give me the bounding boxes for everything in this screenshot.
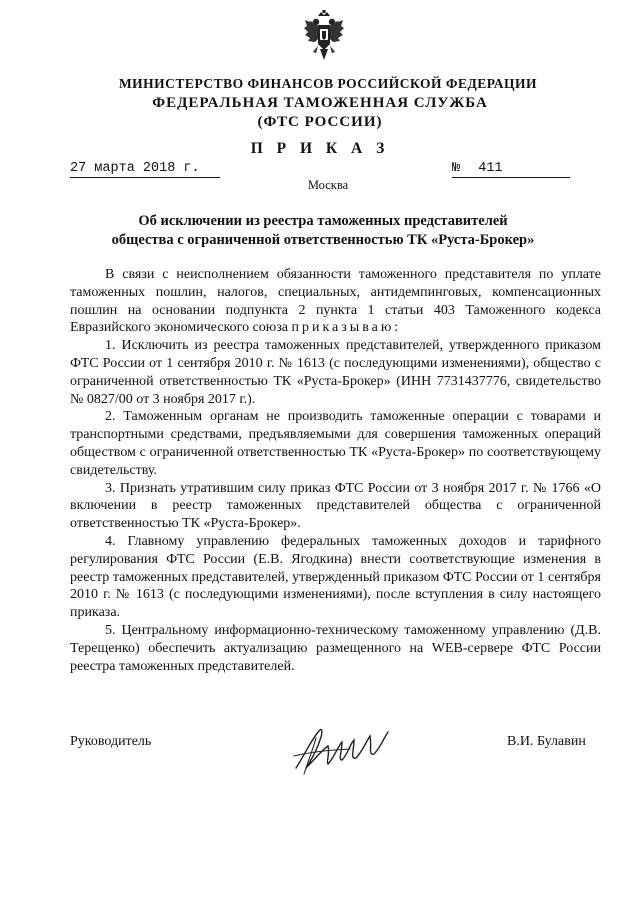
coat-of-arms-icon (302, 10, 346, 62)
order-subject (70, 212, 576, 250)
service-name: ФЕДЕРАЛЬНАЯ ТАМОЖЕННАЯ СЛУЖБА (152, 95, 488, 111)
order-item-4: 4. Главному управлению федеральных таможенных доходов и тарифного регулирования ФТС России (Е.В. Ягодкина) внести соответствующие изменения в реестр таможенных представителей, утвержденный приказом ФТС России от 1 сентября 2010 г. № 1613 (с последующими изменениями), после вступления в силу настоящего приказа. (70, 533, 601, 621)
order-date: 27 марта 2018 г. (70, 160, 220, 178)
order-word: приказываю: (291, 320, 402, 336)
order-body (70, 266, 601, 675)
service-short-name: (ФТС РОССИИ) (257, 114, 383, 130)
order-item-1: 1. Исключить из реестра таможенных представителей, утвержденного приказом ФТС России от 1 сентября 2010 г. № 1613 (с последующими изменениями), общество с ограниченной ответственностью ТК «Руста-Брокер» (ИНН 7731437776, свидетельство № 0827/00 от 3 ноября 2017 г.). (70, 338, 601, 407)
subject-line-2: общества с ограниченной ответственностью ТК «Руста-Брокер» (111, 232, 535, 248)
ministry-name: МИНИСТЕРСТВО ФИНАНСОВ РОССИЙСКОЙ ФЕДЕРАЦИИ (118, 76, 538, 91)
document-type-title: П Р И К А З (250, 140, 390, 157)
intro-text: В связи с неисполнением обязанности таможенного представителя по уплате таможенных пошлин, налогов, специальных, антидемпинговых, компенсационных пошлин на основании подпункта 2 пункта 1 статьи 403 Таможенного кодекса Евразийского экономического союза (70, 267, 601, 336)
city: Москва (307, 178, 349, 192)
order-item-3: 3. Признать утратившим силу приказ ФТС России от 3 ноября 2017 г. № 1766 «О включении в реестр таможенных представителей общества с ограниченной ответственностью ТК «Руста-Брокер». (70, 480, 601, 532)
subject-line-1: Об исключении из реестра таможенных представителей (138, 213, 508, 229)
order-number-field (452, 160, 570, 178)
order-number: 411 (478, 161, 503, 176)
order-item-5: 5. Центральному информационно-техническому таможенному управлению (Д.В. Терещенко) обеспечить актуализацию размещенного на WEB-сервере ФТС России реестра таможенных представителей. (70, 622, 601, 674)
number-sign: № (452, 161, 461, 176)
signer-title: Руководитель (70, 734, 152, 749)
intro-paragraph (70, 266, 601, 337)
signer-name: В.И. Булавин (507, 734, 586, 749)
handwritten-signature (290, 716, 395, 781)
order-item-2: 2. Таможенным органам не производить таможенные операции с товарами и транспортными средствами, предъявляемыми для совершения таможенных операций обществом с ограниченной ответственностью ТК «Руста-Брокер» по соответствующему свидетельству. (70, 409, 601, 478)
